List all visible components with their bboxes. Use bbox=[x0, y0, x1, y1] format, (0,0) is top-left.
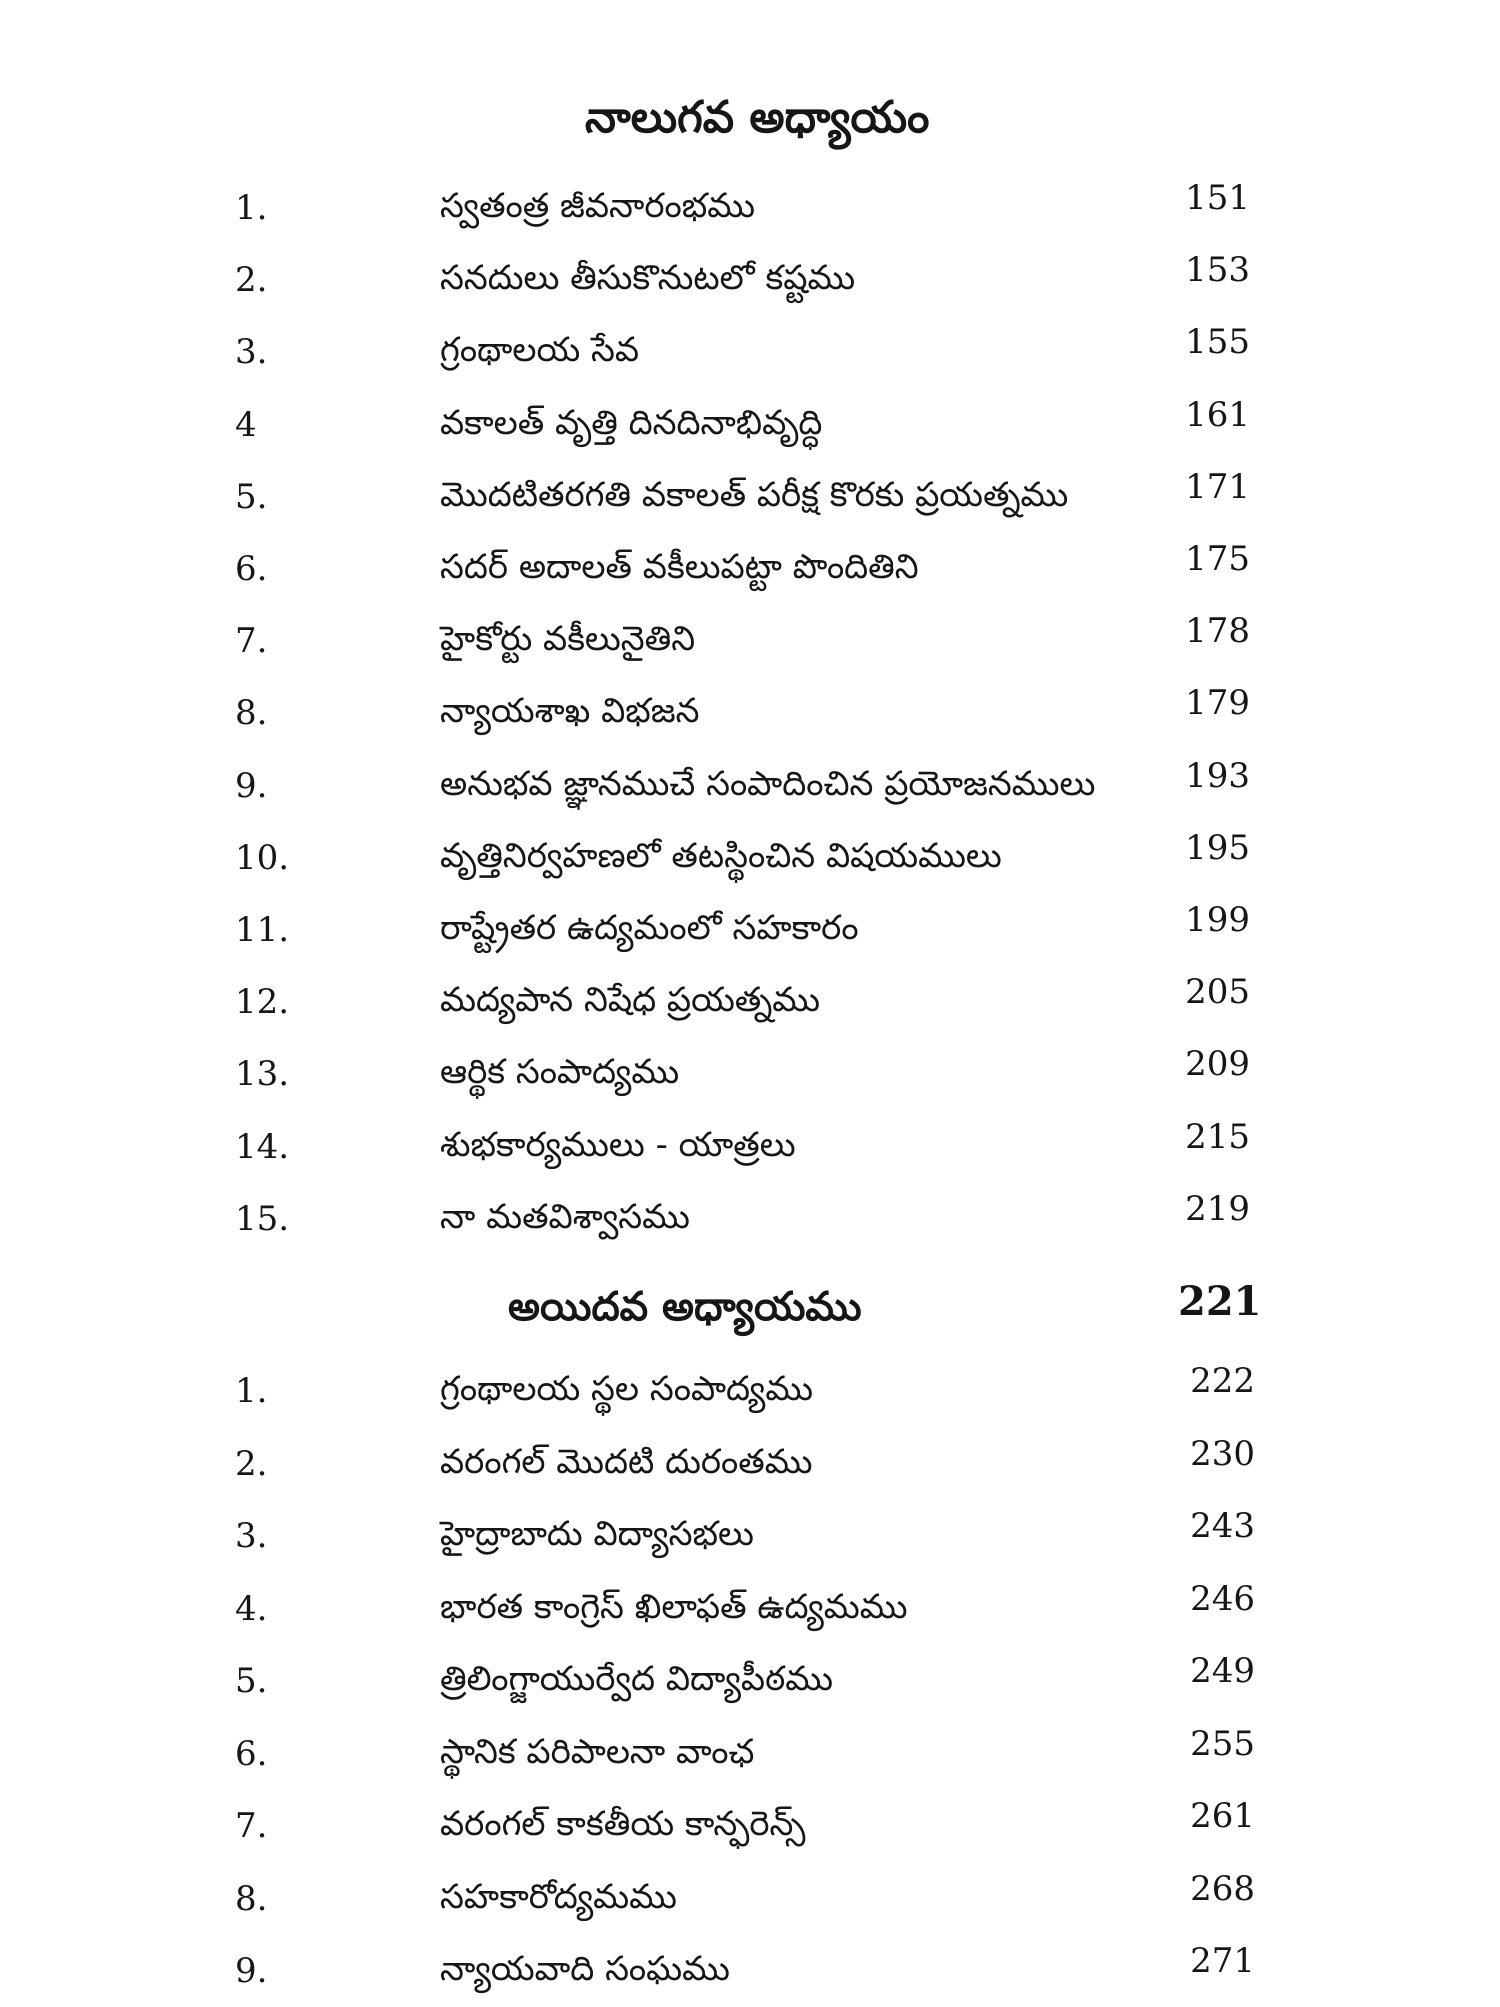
toc-entry-number: 2. bbox=[235, 1443, 268, 1484]
toc-entry-page: 268 bbox=[1190, 1868, 1255, 1909]
toc-entry bbox=[0, 1645, 1500, 1717]
toc-entry-page: 155 bbox=[1185, 322, 1250, 363]
toc-entry-number: 5. bbox=[235, 476, 268, 517]
toc-entry-page: 151 bbox=[1185, 178, 1250, 218]
toc-entry-number: 2. bbox=[235, 260, 268, 301]
toc-entry-page: 179 bbox=[1185, 683, 1250, 724]
toc-entry-page: 222 bbox=[1190, 1361, 1255, 1401]
toc-entry-page: 171 bbox=[1185, 466, 1250, 507]
toc-entry-number: 11. bbox=[235, 910, 290, 950]
toc-entry-number: 5. bbox=[235, 1661, 268, 1701]
section-heading-fifth-chapter: అయిదవ అధ్యాయము bbox=[508, 1284, 862, 1330]
toc-entry-number: 12. bbox=[235, 982, 290, 1023]
toc-entry bbox=[0, 1428, 1500, 1500]
toc-entry-title: సహకారోద్యమము bbox=[440, 1876, 677, 1917]
toc-entry-page: 255 bbox=[1190, 1723, 1255, 1764]
toc-entry bbox=[0, 894, 1500, 966]
toc-entry bbox=[0, 1111, 1500, 1183]
toc-entry bbox=[0, 1935, 1500, 2007]
toc-entry-title: వరంగల్ మొదటి దురంతము bbox=[440, 1441, 813, 1482]
toc-entry-page: 153 bbox=[1185, 250, 1250, 291]
toc-entry-title: రాష్ట్రేతర ఉద్యమంలో సహకారం bbox=[440, 908, 859, 948]
toc-entry-page: 246 bbox=[1190, 1578, 1255, 1619]
toc-entry bbox=[0, 172, 1500, 244]
toc-entry-title: భారత కాంగ్రెస్ ఖిలాఫత్ ఉద్యమము bbox=[440, 1586, 908, 1627]
toc-entry bbox=[0, 1790, 1500, 1862]
toc-entry bbox=[0, 1500, 1500, 1572]
toc-entry-title: శుభకార్యములు - యాత్రలు bbox=[440, 1124, 796, 1165]
toc-entry-page: 215 bbox=[1185, 1116, 1250, 1157]
toc-entry-title: సనదులు తీసుకొనుటలో కష్టము bbox=[440, 258, 856, 299]
toc-entry-page: 178 bbox=[1185, 611, 1250, 652]
toc-entry-number: 7. bbox=[235, 1806, 268, 1846]
toc-entry-page: 243 bbox=[1190, 1506, 1255, 1546]
toc-entry-number: 9. bbox=[235, 1951, 268, 1991]
toc-entry-number: 4. bbox=[235, 1588, 268, 1629]
toc-entry-title: మొదటితరగతి వకాలత్ పరీక్ష కొరకు ప్రయత్నము bbox=[440, 474, 1069, 515]
section-heading-fourth-chapter: నాలుగవ అధ్యాయం bbox=[585, 92, 930, 143]
toc-entry bbox=[0, 677, 1500, 749]
toc-entry bbox=[0, 244, 1500, 316]
toc-entry-title: గ్రంథాలయ స్థల సంపాద్యము bbox=[440, 1369, 814, 1409]
toc-entry-title: గ్రంథాలయ సేవ bbox=[440, 330, 640, 371]
toc-entry bbox=[0, 1863, 1500, 1935]
toc-entry bbox=[0, 389, 1500, 461]
toc-entry-number: 13. bbox=[235, 1054, 290, 1095]
toc-entry-page: 175 bbox=[1185, 539, 1250, 579]
toc-entry-page: 249 bbox=[1190, 1651, 1255, 1691]
toc-entry-page: 199 bbox=[1185, 900, 1250, 940]
toc-entry bbox=[0, 750, 1500, 822]
toc-entry-page: 230 bbox=[1190, 1433, 1255, 1474]
toc-entry bbox=[0, 966, 1500, 1038]
toc-entry-number: 1. bbox=[235, 1371, 268, 1411]
toc-entry-number: 3. bbox=[235, 1516, 268, 1556]
toc-entry bbox=[0, 1718, 1500, 1790]
toc-entry-page: 193 bbox=[1185, 755, 1250, 796]
toc-entry-title: న్యాయశాఖ విభజన bbox=[440, 691, 700, 732]
toc-entry-title: త్రిలింగ్జాయుర్వేద విద్యాపీఠము bbox=[440, 1659, 834, 1699]
toc-entry-title: సదర్ అదాలత్ వకీలుపట్టా పొందితిని bbox=[440, 547, 919, 587]
toc-entry-title: స్థానిక పరిపాలనా వాంఛ bbox=[440, 1731, 755, 1772]
toc-entry-title: ఆర్థిక సంపాద్యము bbox=[440, 1052, 680, 1093]
toc-entry-title: స్వతంత్ర జీవనారంభము bbox=[440, 186, 756, 226]
toc-entry-page: 205 bbox=[1185, 972, 1250, 1013]
toc-entry-number: 1. bbox=[235, 188, 268, 228]
toc-entry-number: 7. bbox=[235, 621, 268, 662]
toc-entry-title: హైద్రాబాదు విద్యాసభలు bbox=[440, 1514, 754, 1554]
toc-entry-page: 161 bbox=[1185, 394, 1250, 435]
toc-entry bbox=[0, 1183, 1500, 1255]
toc-entry-title: అనుభవ జ్ఞానముచే సంపాదించిన ప్రయోజనములు bbox=[440, 763, 1096, 804]
toc-entry bbox=[0, 822, 1500, 894]
toc-entry-page: 271 bbox=[1190, 1941, 1255, 1981]
toc-entry bbox=[0, 605, 1500, 677]
toc-entry-title: వృత్తినిర్వహణలో తటస్థించిన విషయములు bbox=[440, 835, 1002, 876]
section-heading-fifth-chapter-page: 221 bbox=[1178, 1278, 1262, 1325]
toc-entry bbox=[0, 461, 1500, 533]
toc-entry-title: వరంగల్ కాకతీయ కాన్ఫరెన్స్ bbox=[440, 1804, 806, 1844]
toc-entry-page: 261 bbox=[1190, 1796, 1255, 1836]
toc-entry-number: 4 bbox=[235, 404, 257, 445]
toc-entry-page: 219 bbox=[1185, 1188, 1250, 1229]
toc-entry-title: న్యాయవాది సంఘము bbox=[440, 1949, 730, 1989]
toc-entry-number: 9. bbox=[235, 765, 268, 806]
toc-entry-number: 6. bbox=[235, 1733, 268, 1774]
toc-entry-page: 209 bbox=[1185, 1044, 1250, 1085]
toc-entry-number: 6. bbox=[235, 549, 268, 589]
toc-entry-number: 8. bbox=[235, 693, 268, 734]
toc-entry-number: 8. bbox=[235, 1878, 268, 1919]
toc-entry bbox=[0, 1038, 1500, 1110]
toc-entry bbox=[0, 1355, 1500, 1427]
toc-entry-page: 195 bbox=[1185, 827, 1250, 868]
toc-entry-number: 15. bbox=[235, 1198, 290, 1239]
toc-entry-title: నా మతవిశ్వాసము bbox=[440, 1196, 690, 1237]
toc-entry-title: మద్యపాన నిషేధ ప్రయత్నము bbox=[440, 980, 821, 1021]
toc-entry-title: హైకోర్టు వకీలునైతిని bbox=[440, 619, 696, 660]
toc-entry-number: 14. bbox=[235, 1126, 290, 1167]
toc-entry-number: 10. bbox=[235, 837, 290, 878]
toc-entry-title: వకాలత్ వృత్తి దినదినాభివృద్ధి bbox=[440, 402, 823, 443]
toc-entry bbox=[0, 1573, 1500, 1645]
toc-entry bbox=[0, 533, 1500, 605]
toc-entry bbox=[0, 316, 1500, 388]
toc-entry-number: 3. bbox=[235, 332, 268, 373]
